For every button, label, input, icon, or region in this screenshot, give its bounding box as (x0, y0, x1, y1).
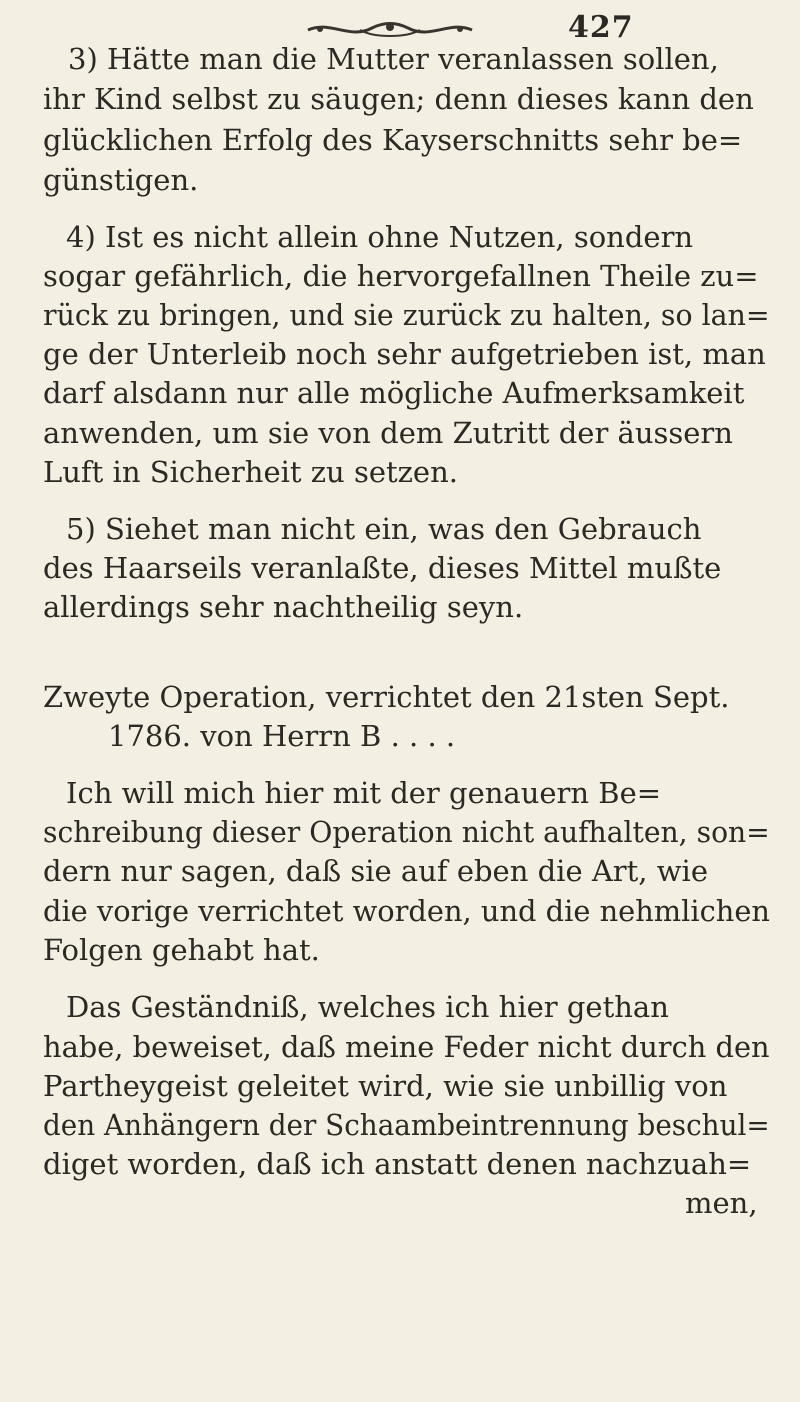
text-line: darf alsdann nur alle mögliche Aufmerksamkeit (43, 376, 745, 410)
section-heading: Zweyte Operation, verrichtet den 21sten Sept. (43, 680, 730, 714)
text-line: men, (685, 1186, 758, 1220)
text-line: anwenden, um sie von dem Zutritt der äussern (43, 416, 733, 450)
page-number: 427 (568, 10, 634, 45)
text-line: Partheygeist geleitet wird, wie sie unbillig von (43, 1069, 728, 1103)
text-line: diget worden, daß ich anstatt denen nachzuah= (43, 1147, 752, 1181)
text-line: allerdings sehr nachtheilig seyn. (43, 590, 524, 624)
text-line: Folgen gehabt hat. (43, 933, 320, 967)
text-line: sogar gefährlich, die hervorgefallnen Theile zu= (43, 259, 759, 293)
text-line: dern nur sagen, daß sie auf eben die Art, wie (43, 854, 708, 888)
text-line: 4) Ist es nicht allein ohne Nutzen, sondern (66, 220, 694, 254)
text-line: 3) Hätte man die Mutter veranlassen sollen, (68, 42, 719, 76)
text-line: 5) Siehet man nicht ein, was den Gebrauch (66, 512, 702, 546)
text-line: Das Geständniß, welches ich hier gethan (66, 990, 669, 1024)
text-line: den Anhängern der Schaambeintrennung beschul= (43, 1108, 770, 1142)
text-line: habe, beweiset, daß meine Feder nicht durch den (43, 1030, 770, 1064)
text-line: rück zu bringen, und sie zurück zu halten, so lan= (43, 298, 770, 332)
decorative-vignette-icon (300, 14, 480, 44)
text-line: ge der Unterleib noch sehr aufgetrieben ist, man (43, 337, 766, 371)
text-line: Ich will mich hier mit der genauern Be= (66, 776, 662, 810)
text-line: die vorige verrichtet worden, und die nehmlichen (43, 894, 770, 928)
text-line: günstigen. (43, 163, 199, 197)
section-heading: 1786. von Herrn B . . . . (108, 719, 456, 753)
text-line: schreibung dieser Operation nicht aufhalten, son= (43, 815, 770, 849)
text-line: ihr Kind selbst zu säugen; denn dieses kann den (43, 82, 754, 116)
text-line: Luft in Sicherheit zu setzen. (43, 455, 458, 489)
text-line: des Haarseils veranlaßte, dieses Mittel mußte (43, 551, 722, 585)
text-line: glücklichen Erfolg des Kayserschnitts sehr be= (43, 123, 743, 157)
